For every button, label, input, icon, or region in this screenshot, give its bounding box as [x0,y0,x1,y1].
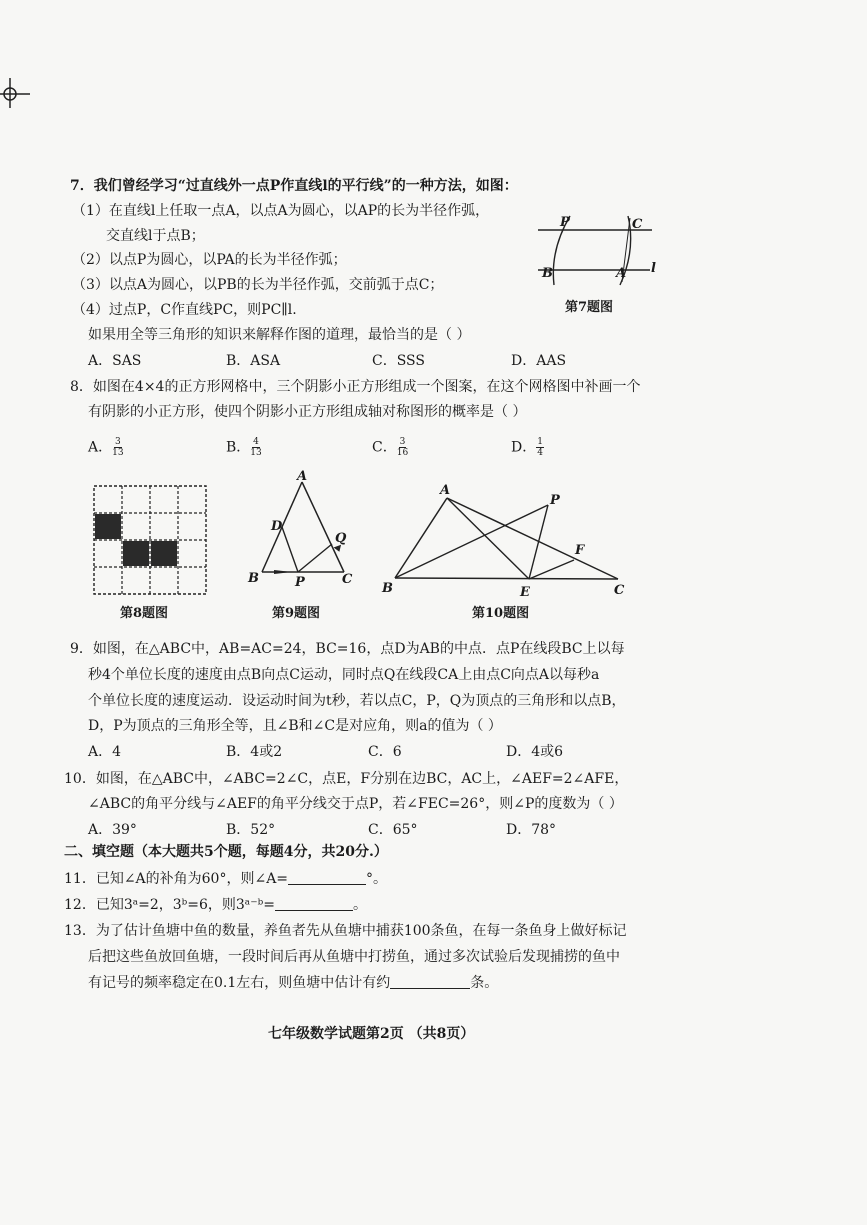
q9-option-b: B．4或2 [226,744,283,760]
q8-stem-1: 8．如图在4×4的正方形网格中，三个阴影小正方形组成一个图案，在这个网格图中补画一个 [70,379,641,395]
q7-step1a: （1）在直线l上任取一点A，以点A为圆心，以AP的长为半径作弧， [72,203,490,219]
fig7-label-p: P [560,215,570,230]
q7-stem: 7．我们曾经学习“过直线外一点P作直线l的平行线”的一种方法，如图： [70,178,518,194]
fig10-label-c: C [614,583,625,598]
page-footer: 七年级数学试题第2页 （共8页） [268,1026,475,1042]
q11-answer-blank[interactable] [288,870,366,885]
fig7-label-l: l [651,261,656,276]
q7-option-b: B．ASA [226,353,281,369]
q7-option-c: C．SSS [372,353,425,369]
q9-option-a: A．4 [88,744,122,760]
q7-step2: （2）以点P为圆心，以PA的长为半径作弧； [72,252,347,268]
q8-figure-caption: 第8题图 [120,606,169,621]
q9-line-2: 秒4个单位长度的速度由点B向点C运动，同时点Q在线段CA上由点C向点A以每秒a [88,667,600,683]
q8-option-c: C． $\frac{3}{16}$ [372,437,409,458]
fig7-label-c: C [632,217,643,232]
q9-figure-caption: 第9题图 [272,606,321,621]
q9-figure [240,468,365,593]
q8-option-d: D． $\frac{1}{4}$ [511,437,543,458]
q10-option-c: C．65° [368,822,418,838]
fig9-label-c: C [342,572,353,587]
q13-line-2: 后把这些鱼放回鱼塘，一段时间后再从鱼塘中打捞鱼，通过多次试验后发现捕捞的鱼中 [88,949,620,965]
fig9-label-d: D [271,519,283,534]
q10-option-b: B．52° [226,822,276,838]
shaded-square [151,541,177,566]
fig10-label-p: P [550,493,560,508]
q13-line-3: 有记号的频率稳定在0.1左右，则鱼塘中估计有约 条。 [88,975,499,991]
q7-ask: 如果用全等三角形的知识来解释作图的道理，最恰当的是（ ） [88,327,471,343]
section-2-heading: 二、填空题（本大题共5个题，每题4分，共20分.） [64,844,388,860]
q10-figure [378,478,638,600]
fig7-label-b: B [542,266,553,281]
q10-option-d: D．78° [506,822,557,838]
q10-figure-caption: 第10题图 [472,606,530,621]
q13-answer-blank[interactable] [390,974,470,989]
q13-line-1: 13．为了估计鱼塘中鱼的数量，养鱼者先从鱼塘中捕获100条鱼，在每一条鱼身上做好标记 [64,923,627,939]
q7-step3: （3）以点A为圆心，以PB的长为半径作弧，交前弧于点C； [72,277,444,293]
q9-line-1: 9．如图，在△ABC中，AB=AC=24，BC=16，点D为AB的中点．点P在线段BC上以每 [70,641,625,657]
q11: 11．已知∠A的补角为60°，则∠A= °。 [64,871,388,887]
q9-line-3: 个单位长度的速度运动．设运动时间为t秒，若以点C，P，Q为顶点的三角形和以点B， [88,693,626,709]
q12: 12．已知3ᵃ=2，3ᵇ=6，则3ᵃ⁻ᵇ= 。 [64,897,367,913]
q9-option-c: C．6 [368,744,402,760]
q8-grid-figure [93,485,209,597]
q8-stem-2: 有阴影的小正方形，使四个阴影小正方形组成轴对称图形的概率是（ ） [88,404,527,420]
q9-option-d: D．4或6 [506,744,564,760]
shaded-square [95,514,121,539]
fig9-label-b: B [248,571,259,586]
fig9-label-p: P [295,575,305,590]
q8-option-b: B． $\frac{4}{13}$ [226,437,262,458]
q7-figure [530,210,665,290]
q7-step1b: 交直线l于点B； [106,228,205,244]
q10-line-1: 10．如图，在△ABC中，∠ABC=2∠C，点E，F分别在边BC，AC上，∠AEF=2∠AFE， [64,771,629,787]
fig10-label-b: B [382,581,393,596]
fig10-label-e: E [520,585,530,600]
shaded-square [123,541,149,566]
q12-answer-blank[interactable] [275,896,353,911]
q7-figure-caption: 第7题图 [565,300,614,315]
crop-mark-icon [0,78,40,108]
q9-line-4: D，P为顶点的三角形全等，且∠B和∠C是对应角，则a的值为（ ） [88,718,502,734]
q7-option-a: A．SAS [88,353,142,369]
fig10-label-f: F [575,543,585,558]
fig7-label-a: A [616,266,627,281]
q7-step4: （4）过点P，C作直线PC，则PC∥l. [72,302,297,318]
fig10-label-a: A [440,483,451,498]
q7-option-d: D．AAS [511,353,567,369]
fig9-label-q: Q [335,531,347,546]
q10-option-a: A．39° [88,822,137,838]
q8-option-a: A． $\frac{3}{13}$ [88,437,124,458]
fig9-label-a: A [297,469,308,484]
q10-line-2: ∠ABC的角平分线与∠AEF的角平分线交于点P，若∠FEC=26°，则∠P的度数为（ ） [88,796,623,812]
